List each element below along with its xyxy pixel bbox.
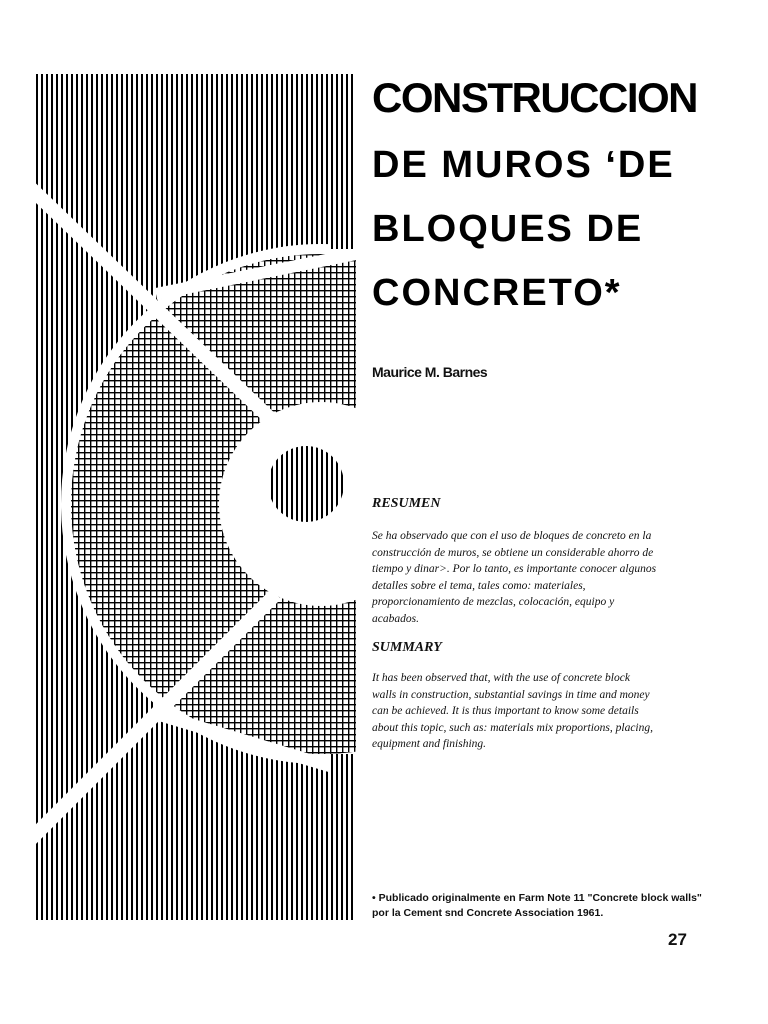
footnote	[372, 891, 702, 921]
footnote-text: Publicado originalmente en Farm Note 11 "Concrete block walls" por la Cement snd Concrete Association 1961.	[372, 892, 702, 919]
page-number: 27	[668, 930, 687, 949]
author-name: Maurice M. Barnes	[372, 364, 488, 380]
decorative-block-artwork	[36, 74, 356, 920]
summary-paragraph: It has been observed that, with the use of concrete block walls in construction, substantial savings in time and money can be achieved. It is thus important to know some details about this topic, such as: materials mix proportions, placing, equipment and finishing.	[372, 672, 653, 750]
resumen-paragraph: Se ha observado que con el uso de bloques de concreto en la construcción de muros, se obtiene un considerable ahorro de tiempo y dinar>. Por lo tanto, es importante conocer algunos detalles sobre el tema, tales como: materiales, proporcionamiento de mezclas, colocación, equipo y acabados.	[372, 530, 657, 625]
article-title	[372, 72, 752, 318]
resumen-heading: RESUMEN	[372, 496, 441, 511]
footnote-marker: •	[372, 892, 376, 904]
title-line-2: DE MUROS ‘DE	[372, 144, 675, 186]
title-line-3: BLOQUES DE	[372, 208, 644, 250]
summary-heading: SUMMARY	[372, 640, 442, 655]
title-line-1: CONSTRUCCION	[372, 74, 697, 121]
title-line-4: CONCRETO*	[372, 272, 622, 314]
